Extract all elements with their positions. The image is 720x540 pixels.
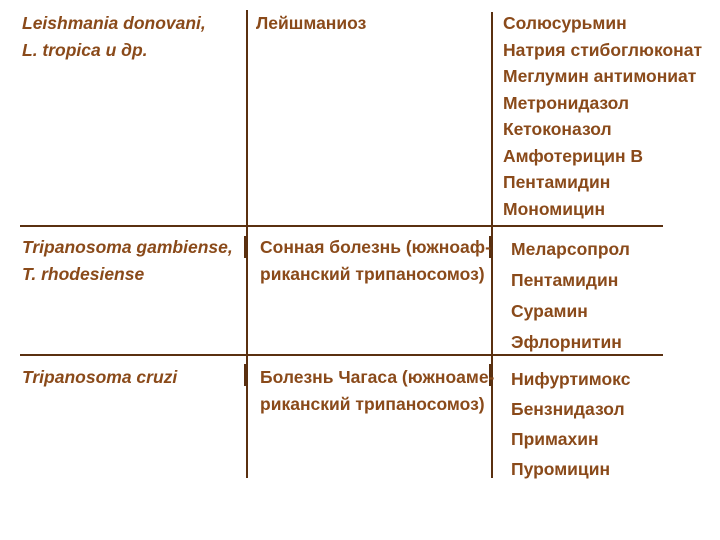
drug-item: Амфотерицин В [503,145,644,166]
drug-item: Натрия стибоглюконат [503,39,703,60]
drug-item: Меларсопрол [511,239,630,259]
row-divider-1 [20,225,663,227]
pathogen-cell [22,364,177,391]
drug-item: Солюсурьмин [503,13,627,33]
drug-item: Метронидазол [503,92,630,113]
disease-cell [260,364,494,417]
drug-item: Эфлорнитин [511,332,622,352]
pathogen-line: Tripanosoma cruzi [22,367,178,387]
column-tick [244,236,247,258]
disease-line: Сонная болезнь (южноаф- [260,237,491,257]
drug-item: Пентамидин [511,270,619,290]
pathogen-line: Leishmania donovani, [22,13,206,33]
pathogen-cell [22,10,206,63]
pathogen-line: T. rhodesiense [22,263,145,284]
pathogen-cell [22,234,233,287]
drug-list [503,10,702,222]
drug-item: Примахин [511,429,599,449]
drug-item: Бензнидазол [511,399,625,419]
disease-line: риканский трипаносомоз) [260,393,485,414]
disease-line: Лейшманиоз [256,13,367,33]
disease-line: риканский трипаносомоз) [260,263,485,284]
drug-item: Кетоконазол [503,119,612,139]
disease-cell [256,10,366,37]
drug-item: Меглумин антимониат [503,66,697,86]
pathogen-line: L. tropica и др. [22,39,148,60]
pathogen-line: Tripanosoma gambiense, [22,237,233,257]
drug-list [511,234,630,358]
column-tick [244,364,247,386]
disease-line: Болезнь Чагаса (южноаме- [260,367,495,387]
drug-list [511,364,630,484]
drug-item: Пентамидин [503,172,611,192]
drug-item: Нифуртимокс [511,369,631,389]
drug-item: Мономицин [503,198,606,219]
drug-item: Пуромицин [511,459,611,479]
disease-cell [260,234,491,287]
drug-item: Сурамин [511,301,588,321]
